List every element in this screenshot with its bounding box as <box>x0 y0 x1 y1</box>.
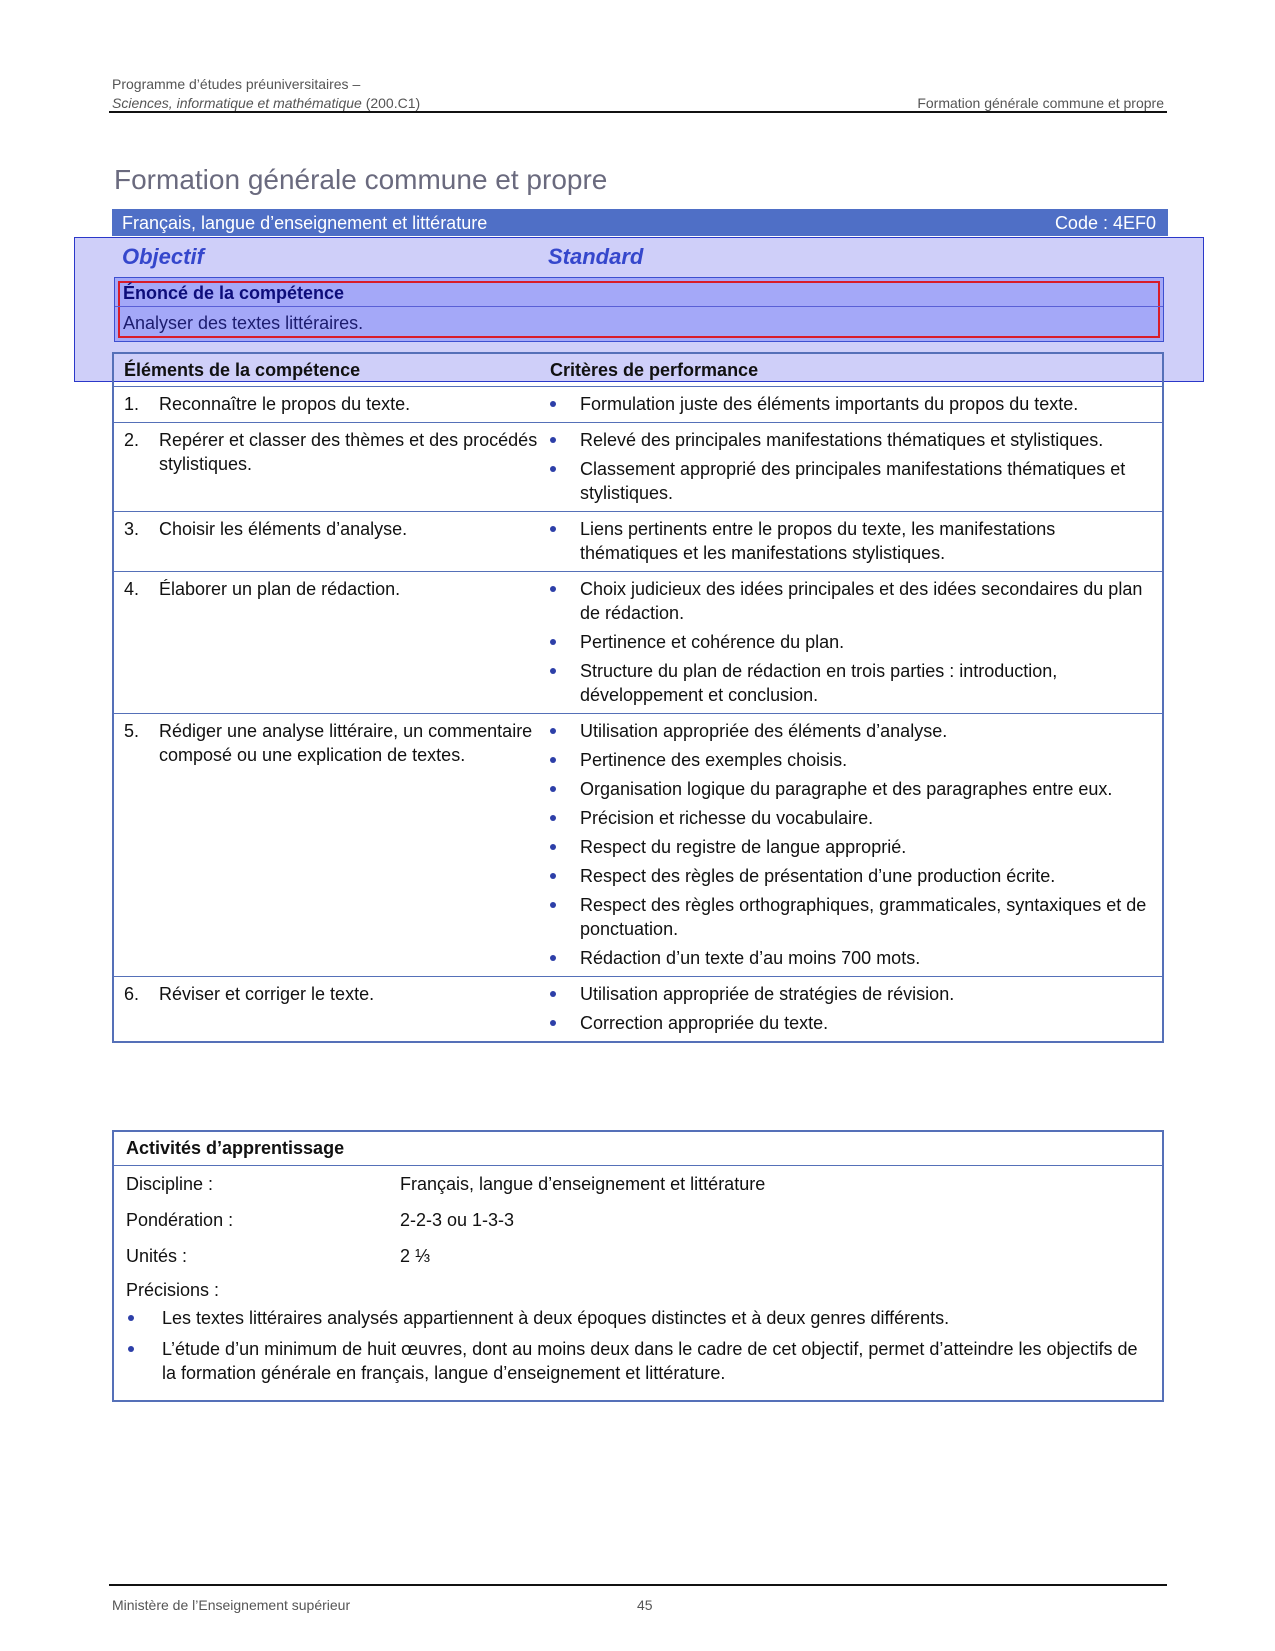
page-title: Formation générale commune et propre <box>114 164 608 195</box>
element-cell <box>114 982 540 1035</box>
ponderation-row <box>114 1202 1162 1238</box>
statement-divider <box>115 306 1163 307</box>
element-text: Repérer et classer des thèmes et des procédés stylistiques. <box>159 430 538 474</box>
criterion-text: Classement approprié des principales manifestations thématiques et stylistiques. <box>580 459 1126 503</box>
criterion-text: Utilisation appropriée des éléments d’analyse. <box>580 721 948 741</box>
element-text: Rédiger une analyse littéraire, un commentaire composé ou une explication de textes. <box>159 721 533 765</box>
table-row <box>114 387 1162 423</box>
element-cell <box>114 517 540 565</box>
bullet-icon <box>550 757 556 763</box>
table-row <box>114 714 1162 977</box>
element-cell <box>114 719 540 970</box>
bullet-icon <box>128 1315 134 1321</box>
competence-statement <box>114 277 1164 342</box>
criterion-item <box>540 864 1150 888</box>
bullet-icon <box>128 1346 134 1352</box>
criterion-item <box>540 1011 1150 1035</box>
bullet-icon <box>550 902 556 908</box>
criteria-cell <box>540 982 1162 1035</box>
criterion-text: Organisation logique du paragraphe et des paragraphes entre eux. <box>580 779 1113 799</box>
element-cell <box>114 392 540 416</box>
header-section-name: Formation générale commune et propre <box>917 95 1164 111</box>
discipline-row <box>114 1166 1162 1202</box>
ponderation-value: 2-2-3 ou 1-3-3 <box>400 1210 515 1230</box>
criterion-item <box>540 806 1150 830</box>
bullet-icon <box>550 728 556 734</box>
bullet-icon <box>550 401 556 407</box>
table-row <box>114 977 1162 1041</box>
precision-text: L’étude d’un minimum de huit œuvres, dont au moins deux dans le cadre de cet objectif, permet d’atteindre les objectifs de la formation générale en français, langue d’enseignement et littérature. <box>162 1339 1138 1383</box>
criterion-item <box>540 893 1150 941</box>
course-code: Code : 4EF0 <box>1054 213 1156 233</box>
criteria-cell <box>540 719 1162 970</box>
criterion-item <box>540 982 1150 1006</box>
competence-table <box>112 352 1164 1043</box>
element-cell <box>114 577 540 707</box>
criterion-item <box>540 719 1150 743</box>
element-text: Réviser et corriger le texte. <box>159 984 375 1004</box>
criterion-text: Précision et richesse du vocabulaire. <box>580 808 874 828</box>
bullet-icon <box>550 526 556 532</box>
table-header <box>114 354 1162 387</box>
bullet-icon <box>550 639 556 645</box>
bullet-icon <box>550 955 556 961</box>
criterion-text: Rédaction d’un texte d’au moins 700 mots. <box>580 948 921 968</box>
criterion-item <box>540 428 1150 452</box>
element-number: 5. <box>124 721 140 741</box>
footer-rule <box>109 1584 1167 1586</box>
criterion-item <box>540 777 1150 801</box>
header-program-italic: Sciences, informatique et mathématique <box>112 95 362 111</box>
bullet-icon <box>550 786 556 792</box>
page-number: 45 <box>637 1597 653 1613</box>
element-text: Reconnaître le propos du texte. <box>159 394 411 414</box>
criterion-text: Pertinence et cohérence du plan. <box>580 632 845 652</box>
criterion-text: Respect des règles de présentation d’une production écrite. <box>580 866 1056 886</box>
criterion-text: Structure du plan de rédaction en trois parties : introduction, développement et conclusion. <box>580 661 1058 705</box>
precisions-label: Précisions : <box>126 1280 220 1300</box>
table-row <box>114 572 1162 714</box>
bullet-icon <box>550 586 556 592</box>
criterion-text: Respect du registre de langue approprié. <box>580 837 907 857</box>
bullet-icon <box>550 466 556 472</box>
element-number: 3. <box>124 519 140 539</box>
criteria-cell <box>540 392 1162 416</box>
criteria-cell <box>540 428 1162 505</box>
bullet-icon <box>550 1020 556 1026</box>
criterion-item <box>540 517 1150 565</box>
criterion-item <box>540 577 1150 625</box>
header-program-code: (200.C1) <box>361 95 421 111</box>
unites-value: 2 ⅓ <box>400 1246 431 1266</box>
element-number: 6. <box>124 984 140 1004</box>
header-program-line: Programme d’études préuniversitaires – <box>112 76 361 92</box>
criterion-item <box>540 835 1150 859</box>
element-text: Élaborer un plan de rédaction. <box>159 579 401 599</box>
header-criteria: Critères de performance <box>550 360 759 380</box>
criterion-item <box>540 630 1150 654</box>
criterion-text: Pertinence des exemples choisis. <box>580 750 848 770</box>
bullet-icon <box>550 873 556 879</box>
criterion-text: Correction appropriée du texte. <box>580 1013 829 1033</box>
bullet-icon <box>550 437 556 443</box>
statement-text: Analyser des textes littéraires. <box>123 313 364 333</box>
criterion-text: Liens pertinents entre le propos du texte, les manifestations thématiques et les manifestations stylistiques. <box>580 519 1056 563</box>
statement-title: Énoncé de la compétence <box>123 283 345 303</box>
table-row <box>114 512 1162 572</box>
criterion-item <box>540 457 1150 505</box>
discipline-value: Français, langue d’enseignement et littérature <box>400 1174 766 1194</box>
bullet-icon <box>550 815 556 821</box>
footer-ministry: Ministère de l’Enseignement supérieur <box>112 1597 351 1613</box>
header-rule <box>109 111 1167 113</box>
criterion-item <box>540 946 1150 970</box>
precision-item <box>114 1337 1162 1385</box>
criterion-item <box>540 392 1150 416</box>
element-text: Choisir les éléments d’analyse. <box>159 519 408 539</box>
criterion-text: Choix judicieux des idées principales et des idées secondaires du plan de rédaction. <box>580 579 1143 623</box>
bullet-icon <box>550 668 556 674</box>
learning-activities <box>112 1130 1164 1402</box>
criterion-text: Utilisation appropriée de stratégies de révision. <box>580 984 955 1004</box>
objectif-label: Objectif <box>122 244 204 269</box>
element-number: 1. <box>124 394 140 414</box>
bullet-icon <box>550 991 556 997</box>
criteria-cell <box>540 517 1162 565</box>
criterion-text: Relevé des principales manifestations thématiques et stylistiques. <box>580 430 1104 450</box>
precision-text: Les textes littéraires analysés appartiennent à deux époques distinctes et à deux genres différents. <box>162 1308 950 1328</box>
ponderation-label: Pondération : <box>126 1210 234 1230</box>
activities-title: Activités d’apprentissage <box>126 1138 345 1158</box>
criterion-text: Respect des règles orthographiques, grammaticales, syntaxiques et de ponctuation. <box>580 895 1147 939</box>
course-name: Français, langue d’enseignement et littérature <box>122 213 488 233</box>
header-elements: Éléments de la compétence <box>124 360 361 380</box>
activities-header <box>114 1132 1162 1166</box>
header-program-name <box>112 95 420 111</box>
standard-label: Standard <box>548 244 644 269</box>
criterion-item <box>540 659 1150 707</box>
criterion-item <box>540 748 1150 772</box>
course-bar <box>112 209 1168 236</box>
precisions-heading <box>114 1274 1162 1306</box>
unites-label: Unités : <box>126 1246 188 1266</box>
criteria-cell <box>540 577 1162 707</box>
element-number: 4. <box>124 579 140 599</box>
discipline-label: Discipline : <box>126 1174 214 1194</box>
element-number: 2. <box>124 430 140 450</box>
precision-item <box>114 1306 1162 1330</box>
table-row <box>114 423 1162 512</box>
criterion-text: Formulation juste des éléments importants du propos du texte. <box>580 394 1079 414</box>
element-cell <box>114 428 540 505</box>
unites-row <box>114 1238 1162 1274</box>
bullet-icon <box>550 844 556 850</box>
